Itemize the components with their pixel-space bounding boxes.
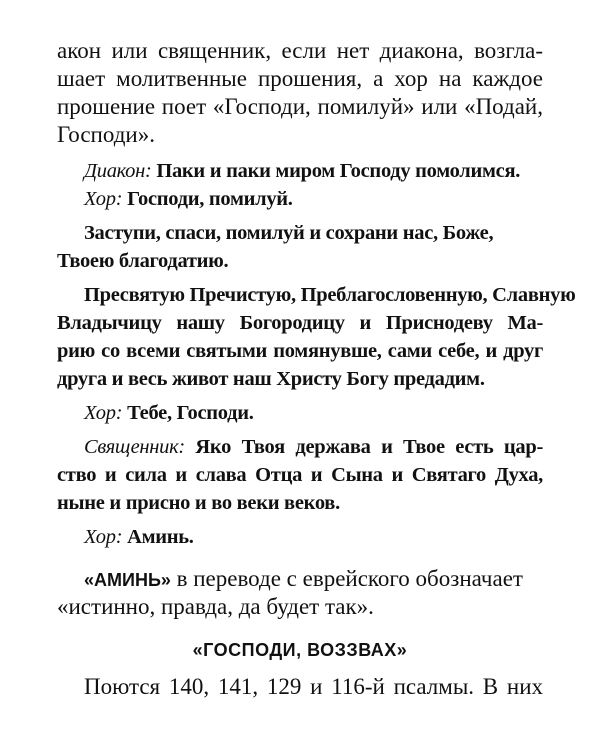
choir-line — [84, 402, 254, 425]
amen-note-line: «истинно, правда, да будет так». — [57, 594, 374, 619]
choir-line — [84, 188, 293, 211]
prayer-line: Пресвятую Пречистую, Преблагословенную, Славную — [84, 284, 576, 306]
amen-term: «АМИНЬ» — [84, 570, 171, 590]
priest-line: ство и сила и слава Отца и Сына и Святаго Духа, — [57, 464, 543, 486]
deacon-line — [84, 160, 520, 183]
deacon-role: Диакон: — [84, 160, 152, 182]
intro-line: акон или священник, если нет диакона, возгла- — [57, 38, 543, 63]
priest-role: Священник: — [84, 436, 185, 458]
choir-text: Господи, помилуй. — [127, 188, 293, 210]
intro-line: прошение поет «Господи, помилуй» или «Подай, — [57, 94, 543, 119]
priest-line: ныне и присно и во веки веков. — [57, 492, 340, 514]
choir-role: Хор: — [84, 402, 123, 424]
choir-text: Аминь. — [127, 526, 194, 548]
choir-role: Хор: — [84, 526, 123, 548]
amen-note-line — [84, 566, 523, 592]
section-heading: «ГОСПОДИ, ВОЗЗВАХ» — [192, 640, 408, 660]
priest-line — [84, 436, 543, 459]
amen-note-text: в переводе с еврейского обозначает — [170, 566, 523, 591]
prayer-line: рию со всеми святыми помянувше, сами себе, и друг — [57, 340, 543, 362]
prayer-line: Заступи, спаси, помилуй и сохрани нас, Боже, — [84, 222, 494, 244]
choir-role: Хор: — [84, 188, 123, 210]
prayer-line: Твоею благодатию. — [57, 250, 229, 272]
priest-text: Яко Твоя держава и Твое есть цар- — [195, 436, 543, 458]
choir-text: Тебе, Господи. — [127, 402, 254, 424]
prayer-line: Владычицу нашу Богородицу и Приснодеву Ма- — [57, 312, 543, 334]
deacon-text: Паки и паки миром Господу помолимся. — [156, 160, 521, 182]
choir-line — [84, 526, 194, 549]
intro-line: Господи». — [57, 122, 155, 147]
prayer-line: друга и весь живот наш Христу Богу предадим. — [57, 368, 485, 390]
intro-line: шает молитвенные прошения, а хор на каждое — [57, 66, 543, 91]
section-line: Поются 140, 141, 129 и 116-й псалмы. В них — [84, 674, 543, 699]
